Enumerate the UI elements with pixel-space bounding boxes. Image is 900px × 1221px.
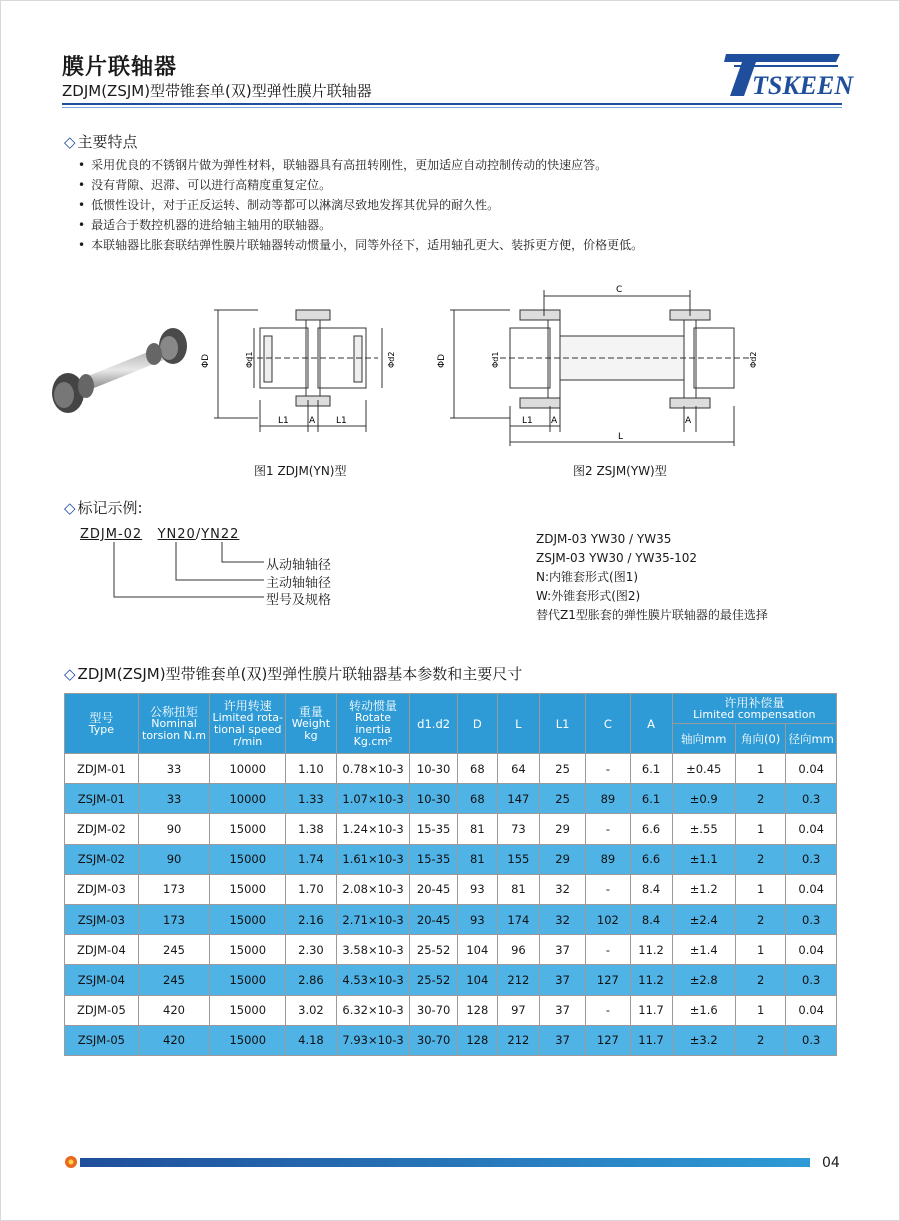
table-cell: 212 — [497, 965, 539, 995]
table-cell: 1.70 — [286, 874, 337, 904]
fig2-label-l1: L1 — [522, 416, 533, 426]
table-cell: 15000 — [210, 874, 286, 904]
table-cell: 7.93×10-3 — [336, 1025, 410, 1055]
feature-item: • 采用优良的不锈钢片做为弹性材料，联轴器具有高扭转刚性，更加适应自动控制传动的快速应答。 — [78, 155, 643, 175]
table-cell: 37 — [539, 995, 585, 1025]
feature-item: • 没有背隙、迟滞、可以进行高精度重复定位。 — [78, 175, 643, 195]
table-cell: ±.55 — [672, 814, 735, 844]
fig2-label-c: C — [616, 285, 623, 295]
table-cell: 96 — [497, 935, 539, 965]
table-cell: 81 — [457, 814, 497, 844]
features-list — [78, 155, 643, 255]
table-cell: 32 — [539, 904, 585, 934]
table-cell: ±1.6 — [672, 995, 735, 1025]
marking-examples — [536, 530, 768, 625]
fig1-label-a: A — [309, 416, 316, 426]
table-cell: 8.4 — [630, 874, 672, 904]
table-cell: 33 — [138, 784, 210, 814]
table-cell: ZDJM-03 — [65, 874, 139, 904]
table-row — [65, 784, 837, 814]
table-cell: 2.16 — [286, 904, 337, 934]
table-cell: - — [586, 874, 630, 904]
table-cell: 68 — [457, 754, 497, 784]
table-cell: 6.1 — [630, 754, 672, 784]
figure-2-caption: 图2 ZSJM(YW)型 — [573, 464, 667, 478]
table-cell: ZDJM-02 — [65, 814, 139, 844]
table-cell: 33 — [138, 754, 210, 784]
table-cell: 29 — [539, 844, 585, 874]
table-cell: 0.3 — [786, 784, 837, 814]
header-D: D — [457, 694, 497, 754]
marking-heading: ◇ 标记示例: — [64, 499, 143, 517]
table-cell: 15-35 — [410, 844, 457, 874]
table-cell: 0.04 — [786, 754, 837, 784]
table-cell: 2.08×10-3 — [336, 874, 410, 904]
table-cell: 6.6 — [630, 814, 672, 844]
table-row — [65, 874, 837, 904]
page-title: 膜片联轴器 — [62, 55, 178, 80]
page-subtitle: ZDJM(ZSJM)型带锥套单(双)型弹性膜片联轴器 — [62, 82, 372, 100]
table-cell: ±0.45 — [672, 754, 735, 784]
table-cell: ZDJM-01 — [65, 754, 139, 784]
table-cell: 4.18 — [286, 1025, 337, 1055]
diamond-icon: ◇ — [64, 499, 76, 517]
table-cell: 6.1 — [630, 784, 672, 814]
table-cell: 0.04 — [786, 995, 837, 1025]
marking-example-line: ZSJM-03 YW30 / YW35-102 — [536, 551, 697, 565]
table-cell: ZSJM-04 — [65, 965, 139, 995]
table-cell: 127 — [586, 965, 630, 995]
table-cell: 2 — [735, 1025, 786, 1055]
table-cell: 0.3 — [786, 844, 837, 874]
table-cell: 10-30 — [410, 784, 457, 814]
table-cell: 93 — [457, 904, 497, 934]
table-cell: 11.7 — [630, 995, 672, 1025]
table-cell: 10000 — [210, 784, 286, 814]
header-inertia: 转动惯量 Rotate inertia Kg.cm² — [336, 694, 410, 754]
table-cell: 8.4 — [630, 904, 672, 934]
fig1-label-l1-right: L1 — [336, 416, 347, 426]
header-torque: 公称扭矩 Nominal torsion N.m — [138, 694, 210, 754]
table-row — [65, 965, 837, 995]
table-row — [65, 844, 837, 874]
table-cell: 6.32×10-3 — [336, 995, 410, 1025]
marking-example-line: N:内锥套形式(图1) — [536, 570, 639, 584]
header-axial: 轴向mm — [672, 724, 735, 754]
table-cell: 89 — [586, 844, 630, 874]
marking-label-model: 型号及规格 — [266, 593, 332, 608]
table-cell: 128 — [457, 995, 497, 1025]
header-L: L — [497, 694, 539, 754]
footer-bar — [80, 1158, 810, 1167]
table-row — [65, 754, 837, 784]
table-cell: 104 — [457, 935, 497, 965]
table-cell: 1 — [735, 935, 786, 965]
diamond-icon: ◇ — [64, 133, 76, 151]
table-cell: 1.38 — [286, 814, 337, 844]
fig2-label-d2: Φd2 — [749, 351, 758, 368]
logo-text: TSKEEN — [752, 71, 854, 100]
table-cell: 2.86 — [286, 965, 337, 995]
feature-item: • 低惯性设计，对于正反运转、制动等都可以淋漓尽致地发挥其优异的耐久性。 — [78, 195, 643, 215]
fig2-label-l: L — [618, 432, 624, 442]
table-cell: 420 — [138, 1025, 210, 1055]
table-cell: 37 — [539, 1025, 585, 1055]
header-speed: 许用转速 Limited rota- tional speed r/min — [210, 694, 286, 754]
table-cell: 37 — [539, 965, 585, 995]
header-d1d2: d1.d2 — [410, 694, 457, 754]
table-cell: ±2.4 — [672, 904, 735, 934]
table-cell: ZDJM-04 — [65, 935, 139, 965]
table-cell: ±1.2 — [672, 874, 735, 904]
table-cell: 173 — [138, 904, 210, 934]
table-cell: 93 — [457, 874, 497, 904]
table-cell: 15000 — [210, 814, 286, 844]
table-cell: 89 — [586, 784, 630, 814]
table-cell: 29 — [539, 814, 585, 844]
table-cell: 1.33 — [286, 784, 337, 814]
fig1-label-l1-left: L1 — [278, 416, 289, 426]
marking-code-driven: YN22 — [201, 527, 240, 542]
header-L1: L1 — [539, 694, 585, 754]
coupling-photo — [28, 318, 208, 428]
table-cell: 1.24×10-3 — [336, 814, 410, 844]
table-cell: 37 — [539, 935, 585, 965]
marking-example-line: ZDJM-03 YW30 / YW35 — [536, 532, 672, 546]
table-cell: 0.3 — [786, 904, 837, 934]
table-row — [65, 904, 837, 934]
tskeen-logo — [712, 50, 854, 100]
table-cell: - — [586, 935, 630, 965]
table-cell: 25-52 — [410, 965, 457, 995]
marking-leader-lines — [80, 540, 280, 610]
table-cell: 1.07×10-3 — [336, 784, 410, 814]
table-cell: 25-52 — [410, 935, 457, 965]
table-cell: ±1.4 — [672, 935, 735, 965]
table-cell: 212 — [497, 1025, 539, 1055]
table-cell: 81 — [497, 874, 539, 904]
figure-2-drawing — [437, 280, 770, 450]
page-number: 04 — [822, 1155, 840, 1171]
table-cell: 147 — [497, 784, 539, 814]
header-rule-thin — [62, 107, 842, 108]
table-row — [65, 1025, 837, 1055]
figure-1-drawing — [198, 300, 408, 450]
table-row — [65, 814, 837, 844]
table-cell: 173 — [138, 874, 210, 904]
table-cell: 15000 — [210, 904, 286, 934]
table-cell: 25 — [539, 754, 585, 784]
table-cell: 174 — [497, 904, 539, 934]
table-cell: 20-45 — [410, 904, 457, 934]
table-cell: 90 — [138, 844, 210, 874]
marking-example-line: 替代Z1型胀套的弹性膜片联轴器的最佳选择 — [536, 608, 768, 622]
table-cell: 11.2 — [630, 965, 672, 995]
table-cell: 11.7 — [630, 1025, 672, 1055]
table-cell: ZSJM-01 — [65, 784, 139, 814]
fig1-label-d1: Φd1 — [245, 351, 254, 368]
table-cell: 15000 — [210, 935, 286, 965]
table-cell: 1.10 — [286, 754, 337, 784]
header-weight: 重量 Weight kg — [286, 694, 337, 754]
header-radial: 径向mm — [786, 724, 837, 754]
table-cell: 15000 — [210, 995, 286, 1025]
table-cell: 3.58×10-3 — [336, 935, 410, 965]
table-cell: - — [586, 995, 630, 1025]
table-row — [65, 995, 837, 1025]
table-cell: 155 — [497, 844, 539, 874]
fig2-label-d1: Φd1 — [491, 351, 500, 368]
table-cell: 1 — [735, 754, 786, 784]
marking-label-drive: 主动轴轴径 — [266, 576, 332, 591]
fig2-label-d: ΦD — [437, 353, 447, 368]
header-C: C — [586, 694, 630, 754]
table-cell: ±0.9 — [672, 784, 735, 814]
table-heading: ◇ ZDJM(ZSJM)型带锥套单(双)型弹性膜片联轴器基本参数和主要尺寸 — [64, 665, 523, 683]
table-cell: 3.02 — [286, 995, 337, 1025]
table-cell: 127 — [586, 1025, 630, 1055]
header-rule — [62, 103, 842, 105]
table-cell: 102 — [586, 904, 630, 934]
table-cell: 1 — [735, 995, 786, 1025]
table-cell: 30-70 — [410, 1025, 457, 1055]
table-cell: 6.6 — [630, 844, 672, 874]
marking-code-drive: YN20 — [157, 527, 196, 542]
table-row — [65, 935, 837, 965]
table-cell: 10000 — [210, 754, 286, 784]
table-cell: 0.04 — [786, 935, 837, 965]
feature-item: • 本联轴器比胀套联结弹性膜片联轴器转动惯量小，同等外径下，适用轴孔更大、装拆更方便，价格更低。 — [78, 235, 643, 255]
fig1-label-d2: Φd2 — [387, 351, 396, 368]
table-cell: 1.74 — [286, 844, 337, 874]
table-cell: ±1.1 — [672, 844, 735, 874]
table-cell: 90 — [138, 814, 210, 844]
table-cell: 15000 — [210, 965, 286, 995]
table-cell: 0.3 — [786, 1025, 837, 1055]
table-cell: 2 — [735, 904, 786, 934]
table-cell: - — [586, 754, 630, 784]
feature-item: • 最适合于数控机器的进给轴主轴用的联轴器。 — [78, 215, 643, 235]
table-cell: 10-30 — [410, 754, 457, 784]
table-cell: 1.61×10-3 — [336, 844, 410, 874]
header-type: 型号 Type — [65, 694, 139, 754]
figure-1-caption: 图1 ZDJM(YN)型 — [254, 464, 347, 478]
table-cell: 2.71×10-3 — [336, 904, 410, 934]
table-cell: 1 — [735, 814, 786, 844]
marking-code-model: ZDJM-02 — [80, 527, 143, 542]
header-compensation: 许用补偿量 Limited compensation — [672, 694, 836, 724]
table-cell: ZSJM-02 — [65, 844, 139, 874]
header-A: A — [630, 694, 672, 754]
table-cell: 2.30 — [286, 935, 337, 965]
spec-table — [64, 693, 837, 1056]
fig2-label-a-right: A — [685, 416, 692, 426]
marking-example-line: W:外锥套形式(图2) — [536, 589, 641, 603]
table-cell: 64 — [497, 754, 539, 784]
fig1-label-d: ΦD — [201, 353, 211, 368]
table-cell: 73 — [497, 814, 539, 844]
features-heading: ◇ 主要特点 — [64, 133, 138, 151]
table-cell: 2 — [735, 784, 786, 814]
table-cell: 15000 — [210, 1025, 286, 1055]
table-cell: 0.04 — [786, 814, 837, 844]
table-cell: 4.53×10-3 — [336, 965, 410, 995]
table-cell: 420 — [138, 995, 210, 1025]
table-cell: ±3.2 — [672, 1025, 735, 1055]
table-cell: 0.04 — [786, 874, 837, 904]
table-cell: 25 — [539, 784, 585, 814]
table-cell: 2 — [735, 844, 786, 874]
table-cell: 245 — [138, 935, 210, 965]
table-cell: 128 — [457, 1025, 497, 1055]
table-cell: ZDJM-05 — [65, 995, 139, 1025]
table-cell: 15-35 — [410, 814, 457, 844]
table-cell: 11.2 — [630, 935, 672, 965]
table-cell: 15000 — [210, 844, 286, 874]
table-cell: 20-45 — [410, 874, 457, 904]
table-cell: 245 — [138, 965, 210, 995]
table-cell: 0.3 — [786, 965, 837, 995]
table-cell: ±2.8 — [672, 965, 735, 995]
table-cell: 1 — [735, 874, 786, 904]
header-angular: 角向(0) — [735, 724, 786, 754]
table-cell: 81 — [457, 844, 497, 874]
gear-icon — [63, 1154, 79, 1170]
table-cell: 30-70 — [410, 995, 457, 1025]
fig2-label-a-left: A — [551, 416, 558, 426]
table-cell: ZSJM-03 — [65, 904, 139, 934]
marking-label-driven: 从动轴轴径 — [266, 558, 332, 573]
table-cell: - — [586, 814, 630, 844]
table-cell: ZSJM-05 — [65, 1025, 139, 1055]
table-cell: 0.78×10-3 — [336, 754, 410, 784]
table-cell: 104 — [457, 965, 497, 995]
diamond-icon: ◇ — [64, 665, 76, 683]
marking-code-separator: / — [195, 527, 202, 542]
table-cell: 32 — [539, 874, 585, 904]
table-cell: 2 — [735, 965, 786, 995]
table-cell: 68 — [457, 784, 497, 814]
table-cell: 97 — [497, 995, 539, 1025]
